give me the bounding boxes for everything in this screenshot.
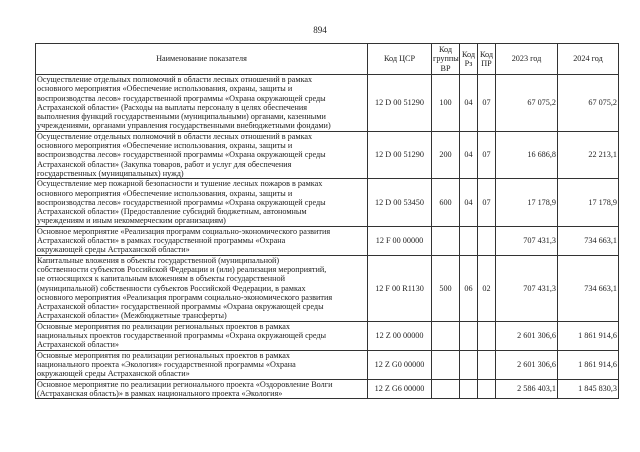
csr-code: 12 D 00 51290 <box>368 75 432 132</box>
rz-code: 04 <box>460 75 478 132</box>
pr-code <box>478 226 496 255</box>
header-rz: Код Рз <box>460 44 478 75</box>
amount-2023: 707 431,3 <box>496 255 558 321</box>
pr-code: 02 <box>478 255 496 321</box>
table-row <box>36 75 619 132</box>
table-row <box>36 321 619 350</box>
vr-code: 500 <box>432 255 460 321</box>
table-row <box>36 131 619 178</box>
rz-code <box>460 321 478 350</box>
amount-2023: 2 601 306,6 <box>496 350 558 379</box>
vr-code <box>432 321 460 350</box>
rz-code: 06 <box>460 255 478 321</box>
header-name: Наименование показателя <box>36 44 368 75</box>
amount-2023: 16 686,8 <box>496 131 558 178</box>
vr-code <box>432 226 460 255</box>
indicator-name: Осуществление мер пожарной безопасности и тушение лесных пожаров в рамках основного мероприятия «Обеспечение использования, охраны, защиты и воспроизводства лесов» государственной программы «Охрана окружающей среды Астраханской области» (Предоставление субсидий бюджетным, автономным учреждениям и иным некоммерческим организациям) <box>36 179 368 226</box>
csr-code: 12 D 00 53450 <box>368 179 432 226</box>
indicator-name: Основное мероприятие «Реализация программ социально-экономического развития Астраханской области» в рамках государственной программы «Охрана окружающей среды Астраханской области» <box>36 226 368 255</box>
rz-code <box>460 379 478 399</box>
rz-code <box>460 226 478 255</box>
pr-code: 07 <box>478 179 496 226</box>
pr-code: 07 <box>478 131 496 178</box>
table-row <box>36 350 619 379</box>
amount-2024: 734 663,1 <box>558 226 619 255</box>
csr-code: 12 F 00 00000 <box>368 226 432 255</box>
amount-2024: 1 845 830,3 <box>558 379 619 399</box>
csr-code: 12 Z 00 00000 <box>368 321 432 350</box>
header-pr: Код ПР <box>478 44 496 75</box>
indicator-name: Осуществление отдельных полномочий в области лесных отношений в рамках основного мероприятия «Обеспечение использования, охраны, защиты и воспроизводства лесов» государственной программы «Охрана окружающей среды Астраханской области» (Закупка товаров, работ и услуг для обеспечения государственных (муниципальных) нужд) <box>36 131 368 178</box>
indicator-name: Капитальные вложения в объекты государственной (муниципальной) собственности субъектов Российской Федерации и (или) реализация мероприятий, не относящихся к капитальным вложениям в объекты государственной (муниципальной) собственности субъектов Российской Федерации, в рамках основного мероприятия «Реализация программ социально-экономического развития Астраханской области» государственной программы «Охрана окружающей среды Астраханской области» (Межбюджетные трансферты) <box>36 255 368 321</box>
indicator-name: Осуществление отдельных полномочий в области лесных отношений в рамках основного мероприятия «Обеспечение использования, охраны, защиты и воспроизводства лесов» государственной программы «Охрана окружающей среды Астраханской области» (Расходы на выплаты персоналу в целях обеспечения выполнения функций государственными (муниципальными) органами, казенными учреждениями, органами управления государственными внебюджетными фондами) <box>36 75 368 132</box>
csr-code: 12 D 00 51290 <box>368 131 432 178</box>
vr-code: 200 <box>432 131 460 178</box>
header-2024: 2024 год <box>558 44 619 75</box>
indicator-name: Основные мероприятия по реализации региональных проектов в рамках национальных проектов государственной программы «Охрана окружающей среды Астраханской области» <box>36 321 368 350</box>
amount-2023: 2 586 403,1 <box>496 379 558 399</box>
table-row <box>36 255 619 321</box>
vr-code: 600 <box>432 179 460 226</box>
vr-code <box>432 350 460 379</box>
header-row <box>36 44 619 75</box>
csr-code: 12 F 00 R1130 <box>368 255 432 321</box>
amount-2023: 67 075,2 <box>496 75 558 132</box>
page-number: 894 <box>313 25 327 35</box>
csr-code: 12 Z G0 00000 <box>368 350 432 379</box>
vr-code <box>432 379 460 399</box>
rz-code: 04 <box>460 131 478 178</box>
pr-code <box>478 379 496 399</box>
table-row <box>36 226 619 255</box>
rz-code: 04 <box>460 179 478 226</box>
pr-code <box>478 321 496 350</box>
indicator-name: Основные мероприятия по реализации региональных проектов в рамках национального проекта «Экология» государственной программы «Охрана окружающей среды Астраханской области» <box>36 350 368 379</box>
header-vr: Код группы ВР <box>433 45 459 73</box>
budget-table <box>35 43 619 399</box>
amount-2024: 1 861 914,6 <box>558 350 619 379</box>
amount-2023: 2 601 306,6 <box>496 321 558 350</box>
amount-2024: 1 861 914,6 <box>558 321 619 350</box>
amount-2023: 17 178,9 <box>496 179 558 226</box>
header-csr: Код ЦСР <box>368 44 432 75</box>
amount-2023: 707 431,3 <box>496 226 558 255</box>
pr-code <box>478 350 496 379</box>
pr-code: 07 <box>478 75 496 132</box>
csr-code: 12 Z G6 00000 <box>368 379 432 399</box>
table-row <box>36 379 619 399</box>
header-2023: 2023 год <box>496 44 558 75</box>
table-row <box>36 179 619 226</box>
amount-2024: 734 663,1 <box>558 255 619 321</box>
amount-2024: 22 213,1 <box>558 131 619 178</box>
amount-2024: 17 178,9 <box>558 179 619 226</box>
rz-code <box>460 350 478 379</box>
vr-code: 100 <box>432 75 460 132</box>
indicator-name: Основное мероприятие по реализации регионального проекта «Оздоровление Волги (Астраханская область)» в рамках национального проекта «Экология» <box>36 379 368 399</box>
amount-2024: 67 075,2 <box>558 75 619 132</box>
